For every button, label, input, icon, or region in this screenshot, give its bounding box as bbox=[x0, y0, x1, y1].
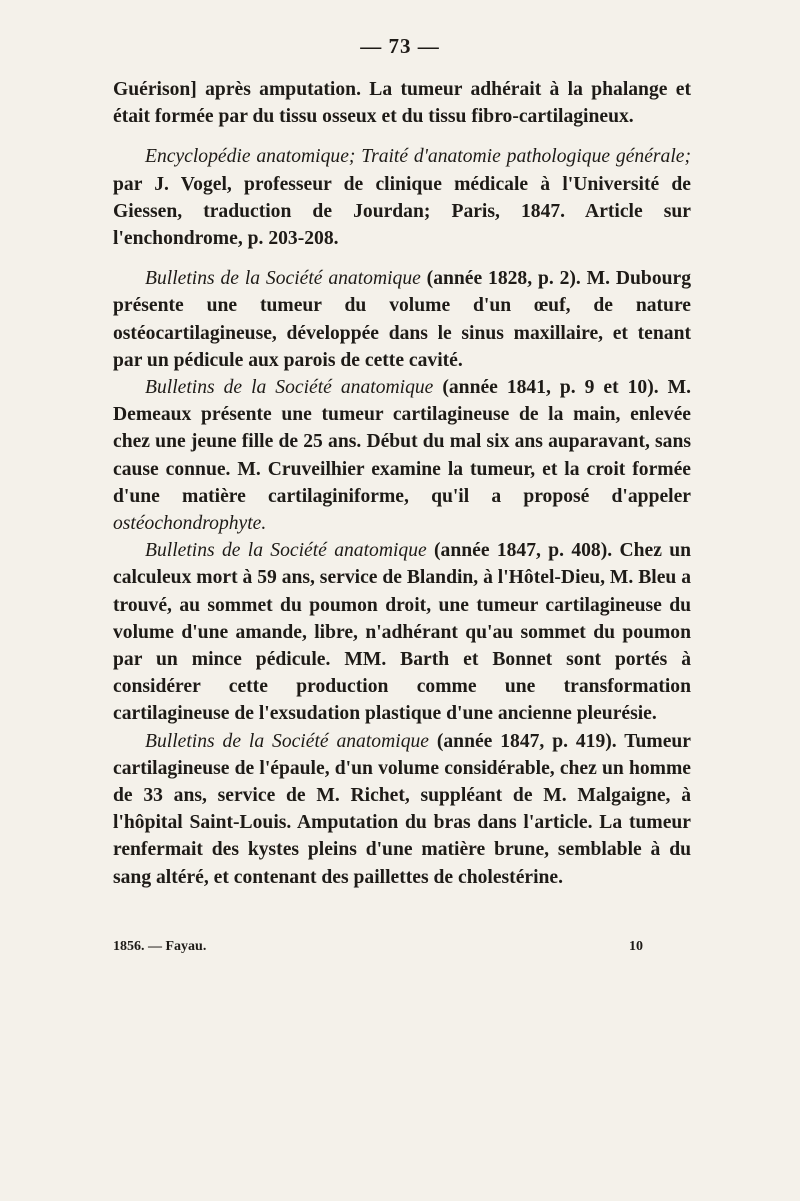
term-osteochondrophyte: ostéochondrophyte. bbox=[113, 513, 267, 535]
citation-title: Bulletins de la Société anatomique bbox=[145, 730, 429, 752]
paragraph-dubourg bbox=[113, 265, 691, 374]
paragraph-demeaux bbox=[113, 374, 691, 537]
citation-text: (année 1847, p. 408). Chez un calculeux mort à 59 ans, service de Blandin, à l'Hôtel-Dieu, M. Bleu a trouvé, au sommet du poumon droit, une tumeur cartilagineuse du volume d'une amande, libre, n'adhérant qu'au sommet du poumon par un mince pédicule. MM. Barth et Bonnet sont portés à considérer cette production comme une transformation cartilagineuse de l'exsudation plastique d'une ancienne pleurésie. bbox=[113, 540, 691, 725]
citation-title: Bulletins de la Société anatomique bbox=[145, 540, 427, 562]
citation-text: (année 1841, p. 9 et 10). M. Demeaux présente une tumeur cartilagineuse de la main, enlevée chez une jeune fille de 25 ans. Début du mal six ans auparavant, sans cause connue. M. Cruveilhier examine la tumeur, et la croit formée d'une matière cartilaginiforme, qu'il a proposé d'appeler bbox=[113, 377, 691, 507]
page-body bbox=[113, 76, 691, 891]
paragraph-guerison: Guérison] après amputation. La tumeur adhérait à la phalange et était formée par du tissu osseux et du tissu fibro-cartilagineux. bbox=[113, 79, 691, 128]
page-footer bbox=[113, 939, 691, 955]
signature-mark: 10 bbox=[629, 939, 643, 954]
citation-text: (année 1828, p. 2). M. Dubourg présente une tumeur du volume d'un œuf, de nature ostéocartilagineuse, développée dans le sinus maxillaire, et tenant par un pédicule aux parois de cette cavité. bbox=[113, 268, 692, 371]
citation-title: Encyclopédie anatomique; Traité d'anatomie pathologique générale; bbox=[145, 146, 691, 168]
paragraph-vogel bbox=[113, 143, 691, 252]
citation-title: Bulletins de la Société anatomique bbox=[145, 377, 434, 399]
paragraph-richet bbox=[113, 728, 691, 891]
page-number: — 73 — bbox=[360, 34, 440, 58]
citation-text: par J. Vogel, professeur de clinique médicale à l'Université de Giessen, traduction de Jourdan; Paris, 1847. Article sur l'enchondrome, p. 203-208. bbox=[113, 173, 691, 250]
citation-text: (année 1847, p. 419). Tumeur cartilagineuse de l'épaule, d'un volume considérable, chez un homme de 33 ans, service de M. Richet, suppléant de M. Malgaigne, à l'hôpital Saint-Louis. Amputation du bras dans l'article. La tumeur renfermait des kystes pleins d'une matière brune, semblable à du sang altéré, et contenant des paillettes de cholestérine. bbox=[113, 730, 691, 888]
citation-title: Bulletins de la Société anatomique bbox=[145, 268, 421, 290]
footer-imprint: 1856. — Fayau. bbox=[113, 939, 207, 954]
paragraph-bleu bbox=[113, 537, 691, 727]
